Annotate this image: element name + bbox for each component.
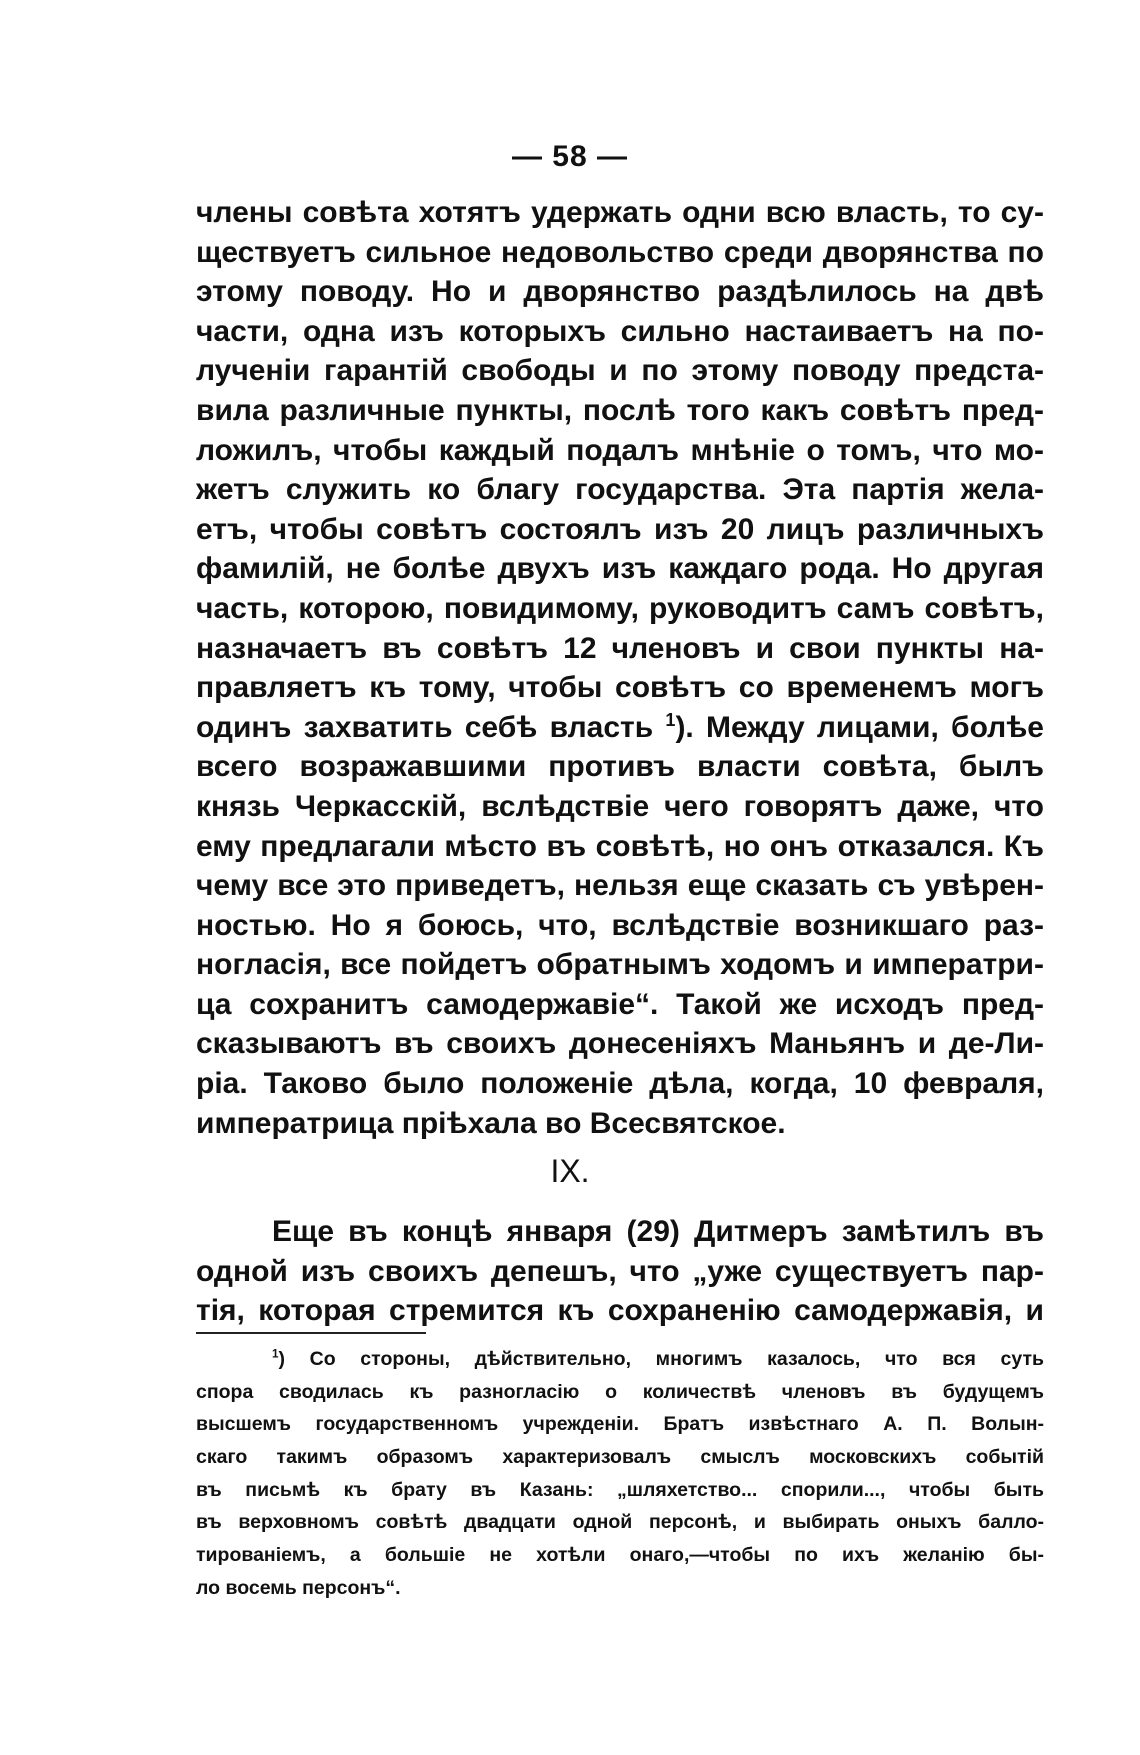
text-line: вила различные пункты, послѣ того какъ совѣтъ пред-: [196, 393, 1044, 427]
text-line-prefix: одинъ захватить себѣ власть: [196, 710, 654, 744]
text-line: сказываютъ въ своихъ донесеніяхъ Маньянъ и де-Ли-: [196, 1027, 1044, 1061]
text-line: ріа. Таково было положеніе дѣла, когда, 10 февраля,: [196, 1067, 1044, 1101]
paragraph-new: [196, 1212, 1044, 1331]
section-heading: IX.: [550, 1153, 590, 1189]
text-line: тія, которая стремится къ сохраненію самодержавія, и: [196, 1294, 1044, 1328]
page-number: — 58 —: [511, 140, 629, 173]
text-line: ему предлагали мѣсто въ совѣтѣ, но онъ отказался. Къ: [196, 829, 1044, 863]
footnote-line: спора сводилась къ разногласію о количествѣ членовъ въ будущемъ: [196, 1380, 1044, 1403]
footnote-divider: [196, 1332, 426, 1334]
text-line: члены совѣта хотятъ удержать одни всю власть, то су-: [196, 196, 1044, 229]
footnote-line: ло восемь персонъ“.: [196, 1576, 401, 1599]
text-line: етъ, чтобы совѣтъ состоялъ изъ 20 лицъ различныхъ: [196, 512, 1044, 546]
text-line: ложилъ, чтобы каждый подалъ мнѣніе о томъ, что мо-: [196, 433, 1044, 467]
text-line: фамилій, не болѣе двухъ изъ каждаго рода. Но другая: [196, 552, 1044, 586]
text-line: ществуетъ сильное недовольство среди дворянства по: [196, 235, 1044, 269]
text-line: ностью. Но я боюсь, что, вслѣдствіе возникшаго раз-: [196, 908, 1044, 942]
text-line: одной изъ своихъ депешъ, что „уже существуетъ пар-: [196, 1254, 1044, 1288]
text-line: части, одна изъ которыхъ сильно настаиваетъ на по-: [196, 314, 1044, 348]
footnote-marker: 1: [272, 1347, 279, 1361]
text-line: часть, которою, повидимому, руководитъ самъ совѣтъ,: [196, 591, 1044, 625]
text-line: князь Черкасскій, вслѣдствіе чего говорятъ даже, что: [196, 789, 1044, 823]
text-line: всего возражавшими противъ власти совѣта, былъ: [196, 750, 1044, 784]
footnote-line: [196, 1343, 1044, 1376]
text-line: этому поводу. Но и дворянство раздѣлилось на двѣ: [196, 275, 1044, 309]
text-line: назначаетъ въ совѣтъ 12 членовъ и свои пункты на-: [196, 631, 1044, 665]
text-line: ногласія, все пойдетъ обратнымъ ходомъ и императри-: [196, 948, 1044, 982]
text-line-with-footnote-ref: [196, 708, 1044, 748]
text-line: правляетъ къ тому, чтобы совѣтъ со временемъ могъ: [196, 671, 1044, 705]
text-line-suffix: ). Между лицами, болѣе: [675, 710, 1044, 744]
footnote-line-text: ) Со стороны, дѣйствительно, многимъ казалось, что вся суть: [278, 1348, 1044, 1370]
text-line: ца сохранитъ самодержавіе“. Такой же исходъ пред-: [196, 987, 1044, 1021]
text-line: Еще въ концѣ января (29) Дитмеръ замѣтилъ въ: [272, 1215, 1044, 1248]
footnote-line: тированіемъ, а большіе не хотѣли онаго,—чтобы по ихъ желанію бы-: [196, 1544, 1044, 1567]
paragraph-continued: [196, 193, 1044, 1143]
text-line: лученіи гарантій свободы и по этому поводу предста-: [196, 354, 1044, 388]
footnote: [196, 1343, 1044, 1605]
footnote-line: скаго такимъ образомъ характеризовалъ смыслъ московскихъ событій: [196, 1446, 1044, 1469]
footnote-line: въ письмѣ къ брату въ Казань: „шляхетство... спорили..., чтобы быть: [196, 1478, 1044, 1501]
footnote-line: въ верховномъ совѣтѣ двадцати одной персонѣ, и выбирать оныхъ балло-: [196, 1511, 1044, 1534]
text-line: жетъ служить ко благу государства. Эта партія жела-: [196, 473, 1044, 507]
text-line: императрица пріѣхала во Всесвятское.: [196, 1106, 786, 1140]
footnote-reference: 1: [665, 709, 676, 730]
text-line: чему все это приведетъ, нельзя еще сказать съ увѣрен-: [196, 869, 1044, 903]
footnote-line: высшемъ государственномъ учрежденіи. Братъ извѣстнаго А. П. Волын-: [196, 1413, 1044, 1436]
